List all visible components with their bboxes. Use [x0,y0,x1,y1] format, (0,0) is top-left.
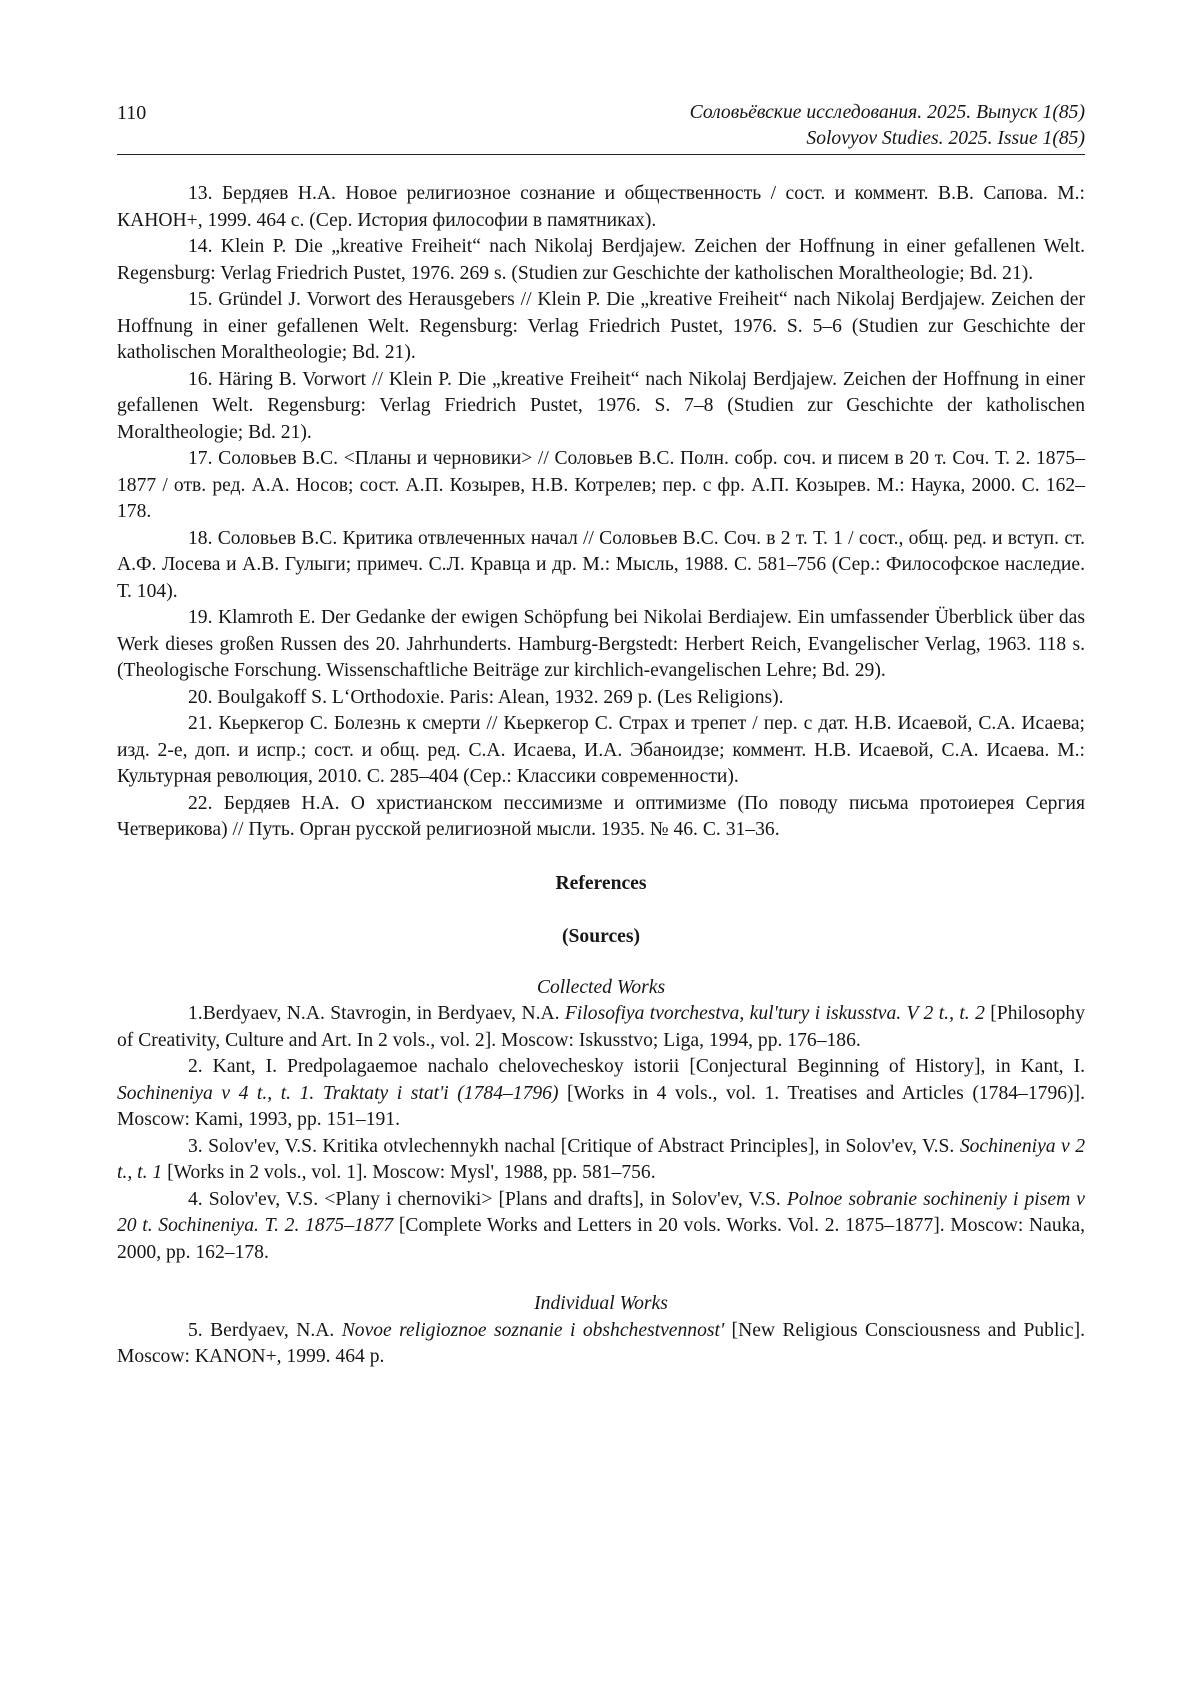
bibliography-entry: 17. Соловьев В.С. <Планы и черновики> // Соловьев В.С. Полн. собр. соч. и писем в 20 т. Соч. Т. 2. 1875–1877 / отв. ред. А.А. Носов; сост. А.П. Козырев, Н.В. Котрелев; пер. с фр. А.П. Козырев. М.: Наука, 2000. С. 162–178. [117,448,1085,522]
journal-title-ru: Соловьёвские исследования. 2025. Выпуск 1(85) [689,102,1085,123]
ref-title-italic: Sochineniya v 4 t., t. 1. Traktaty i stat'i (1784–1796) [117,1082,559,1104]
ref-text: 2. Kant, I. Predpolagaemoe nachalo chelovecheskoy istorii [Conjectural Beginning of History], in Kant, I. [188,1056,1085,1077]
reference-entry [117,1318,1085,1371]
ref-text: [Works in 4 vols., vol. 1. Treatises and Articles (1784–1796)]. Moscow: Kami, 1993, pp. 151–191. [117,1082,1085,1130]
bibliography-entry: 20. Boulgakoff S. L‘Orthodoxie. Paris: Alean, 1932. 269 p. (Les Religions). [188,686,784,708]
page-header [117,96,1085,155]
sources-heading: (Sources) [561,926,640,947]
ref-text: [Works in 2 vols., vol. 1]. Moscow: Mysl', 1988, pp. 581–756. [162,1162,656,1183]
ref-text: 4. Solov'ev, V.S. <Plany i chernoviki> [Plans and drafts], in Solov'ev, V.S. [188,1188,787,1210]
ref-text: 1.Berdyaev, N.A. Stavrogin, in Berdyaev, N.A. [188,1003,565,1024]
running-head [690,100,1085,152]
ref-text: [Philosophy of Creativity, Culture and Art. In 2 vols., vol. 2]. Moscow: Iskusstvo; Liga, 1994, pp. 176–186. [117,1003,1085,1051]
ref-title-italic: Novoe religioznoe soznanie i obshchestvennost' [341,1319,725,1341]
bibliography-entry: 18. Соловьев В.С. Критика отвлеченных начал // Соловьев В.С. Соч. в 2 т. Т. 1 / сост., общ. ред. и вступ. ст. А.Ф. Лосева и А.В. Гулыги; примеч. С.Л. Кравца и др. М.: Мысль, 1988. С. 581–756 (Сер.: Философское наследие. Т. 104). [117,527,1085,602]
reference-entry [117,1054,1085,1134]
bibliography-entry: 14. Klein P. Die „kreative Freiheit“ nach Nikolaj Berdjajew. Zeichen der Hoffnung in einer gefallenen Welt. Regensburg: Verlag Friedrich Pustet, 1976. 269 s. (Studien zur Geschichte der katholischen Moraltheologie; Bd. 21). [117,236,1085,284]
reference-entry [117,1001,1085,1054]
bibliography-entry: 16. Häring B. Vorwort // Klein P. Die „kreative Freiheit“ nach Nikolaj Berdjajew. Zeichen der Hoffnung in einer gefallenen Welt. Regensburg: Verlag Friedrich Pustet, 1976. S. 7–8 (Studien zur Geschichte der katholischen Moraltheologie; Bd. 21). [117,368,1085,443]
bibliography [117,181,1085,844]
individual-works-heading: Individual Works [534,1293,668,1314]
bibliography-entry: 21. Кьеркегор С. Болезнь к смерти // Кьеркегор С. Страх и трепет / пер. с дат. Н.В. Исаевой, С.А. Исаева; изд. 2-е, доп. и испр.; сост. и общ. ред. С.А. Исаева, И.А. Эбаноидзе; коммент. Н.В. Исаевой, С.А. Исаева. М.: Культурная революция, 2010. С. 285–404 (Сер.: Классики современности). [117,713,1085,787]
ref-text: [Complete Works and Letters in 20 vols. Works. Vol. 2. 1875–1877]. Moscow: Nauka, 2000, pp. 162–178. [117,1215,1086,1263]
bibliography-entry: 13. Бердяев Н.А. Новое религиозное сознание и общественность / сост. и коммент. В.В. Сапова. М.: КАНОН+, 1999. 464 с. (Сер. История философии в памятниках). [117,183,1085,231]
reference-entry [117,1134,1085,1187]
ref-text: [New Religious Consciousness and Public]. Moscow: KANON+, 1999. 464 p. [117,1319,1085,1367]
ref-text: 5. Berdyaev, N.A. [188,1319,342,1341]
references-heading: References [555,872,647,894]
bibliography-entry: 19. Klamroth E. Der Gedanke der ewigen Schöpfung bei Nikolai Berdiajew. Ein umfassender Überblick über das Werk dieses großen Russen des 20. Jahrhunderts. Hamburg-Bergstedt: Herbert Reich, Evangelischer Verlag, 1963. 118 s. (Theologische Forschung. Wissenschaftliche Beiträge zur kirchlich-evangelischen Lehre; Bd. 29). [117,607,1085,681]
ref-text: 3. Solov'ev, V.S. Kritika otvlechennykh nachal [Critique of Abstract Principles], in Solov'ev, V.S. [188,1135,960,1157]
ref-title-italic: Polnoe sobranie sochineniy i pisem v 20 t. Sochineniya. T. 2. 1875–1877 [117,1188,1085,1236]
journal-title-en: Solovyov Studies. 2025. Issue 1(85) [806,128,1085,149]
bibliography-entry: 15. Gründel J. Vorwort des Herausgebers // Klein P. Die „kreative Freiheit“ nach Nikolaj Berdjajew. Zeichen der Hoffnung in einer gefallenen Welt. Regensburg: Verlag Friedrich Pustet, 1976. S. 5–6 (Studien zur Geschichte der katholischen Moraltheologie; Bd. 21). [117,289,1085,363]
collected-works-heading: Collected Works [536,976,666,998]
ref-title-italic: Filosofiya tvorchestva, kul'tury i iskusstva. V 2 t., t. 2 [564,1003,985,1024]
reference-entry [117,1187,1085,1267]
page [117,96,1085,1371]
bibliography-entry: 22. Бердяев Н.А. О христианском пессимизме и оптимизме (По поводу письма протоиерея Сергия Четверикова) // Путь. Орган русской религиозной мысли. 1935. № 46. С. 31–36. [117,792,1085,840]
ref-title-italic: Sochineniya v 2 t., t. 1 [117,1135,1085,1183]
page-number: 110 [117,102,147,124]
